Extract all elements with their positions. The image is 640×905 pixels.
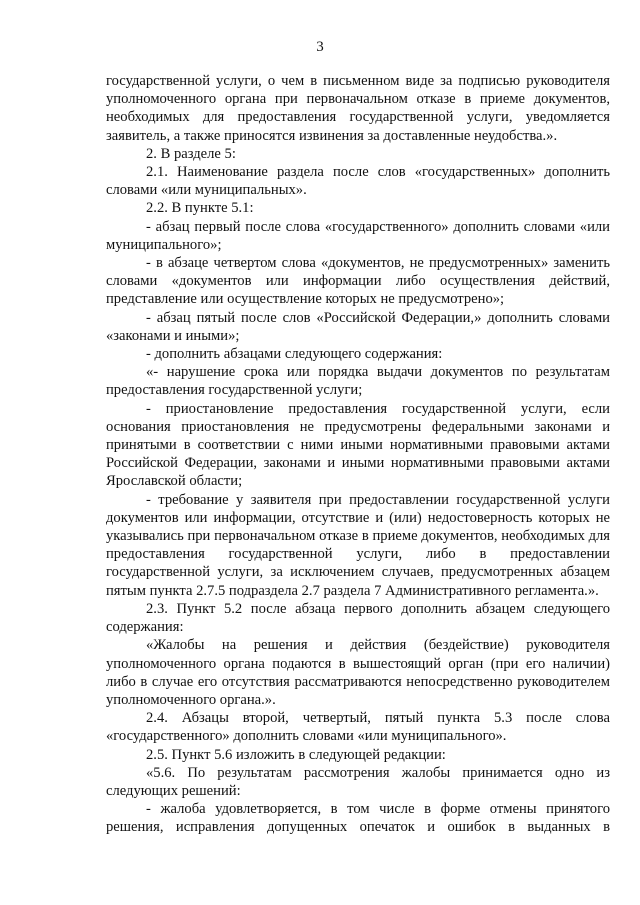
paragraph: государственной услуги, о чем в письменном виде за подписью руководителя уполномоченного органа при первоначальном отказе в приеме документов, необходимых для предоставления государственной услуги, уведомляется заявитель, а также приносятся извинения за доставленные неудобства.». — [106, 73, 610, 144]
paragraph: 2.2. В пункте 5.1: — [146, 200, 254, 217]
page-number: 3 — [316, 39, 324, 55]
paragraph: 2. В разделе 5: — [146, 145, 236, 162]
paragraph: - в абзаце четвертом слова «документов, не предусмотренных» заменить словами «документов или информации либо осуществления действий, представление или осуществление которых не предусмотрено»; — [106, 255, 610, 308]
paragraph: «5.6. По результатам рассмотрения жалобы принимается одно из следующих решений: — [106, 764, 610, 799]
paragraph: - абзац первый после слова «государственного» дополнить словами «или муниципального»; — [106, 218, 610, 253]
paragraph: «- нарушение срока или порядка выдачи документов по результатам предоставления государственной услуги; — [106, 364, 610, 399]
paragraph: 2.5. Пункт 5.6 изложить в следующей редакции: — [146, 746, 446, 763]
paragraph: «Жалобы на решения и действия (бездействие) руководителя уполномоченного органа подаются в вышестоящий орган (при его наличии) либо в случае его отсутствия рассматриваются непосредственно руководителем уполномоченного органа.». — [106, 637, 610, 708]
paragraph: 2.1. Наименование раздела после слов «государственных» дополнить словами «или муниципальных». — [106, 164, 610, 199]
paragraph: - приостановление предоставления государственной услуги, если основания приостановления не предусмотрены федеральными законами и принятыми в соответствии с ними иными нормативными правовыми актами Российской Федерации, законами и иными нормативными правовыми актами Ярославской области; — [106, 400, 610, 490]
paragraph: 2.4. Абзацы второй, четвертый, пятый пункта 5.3 после слова «государственного» дополнить словами «или муниципального». — [106, 710, 610, 745]
paragraph: 2.3. Пункт 5.2 после абзаца первого дополнить абзацем следующего содержания: — [106, 600, 610, 636]
paragraph: - абзац пятый после слов «Российской Федерации,» дополнить словами «законами и иными»; — [106, 309, 610, 344]
paragraph: - дополнить абзацами следующего содержания: — [146, 346, 443, 363]
paragraph: - жалоба удовлетворяется, в том числе в форме отмены принятого решения, исправления допущенных опечаток и ошибок в выданных в — [106, 801, 610, 836]
document-body — [106, 72, 610, 837]
paragraph: - требование у заявителя при предоставлении государственной услуги документов или информации, отсутствие и (или) недостоверность которых не указывались при первоначальном отказе в приеме документов, необходимых для предоставления государственной услуги, либо в предоставлении государственной услуги, за исключением случаев, предусмотренных абзацем пятым пункта 2.7.5 подраздела 2.7 раздела 7 Административного регламента.». — [106, 491, 610, 599]
